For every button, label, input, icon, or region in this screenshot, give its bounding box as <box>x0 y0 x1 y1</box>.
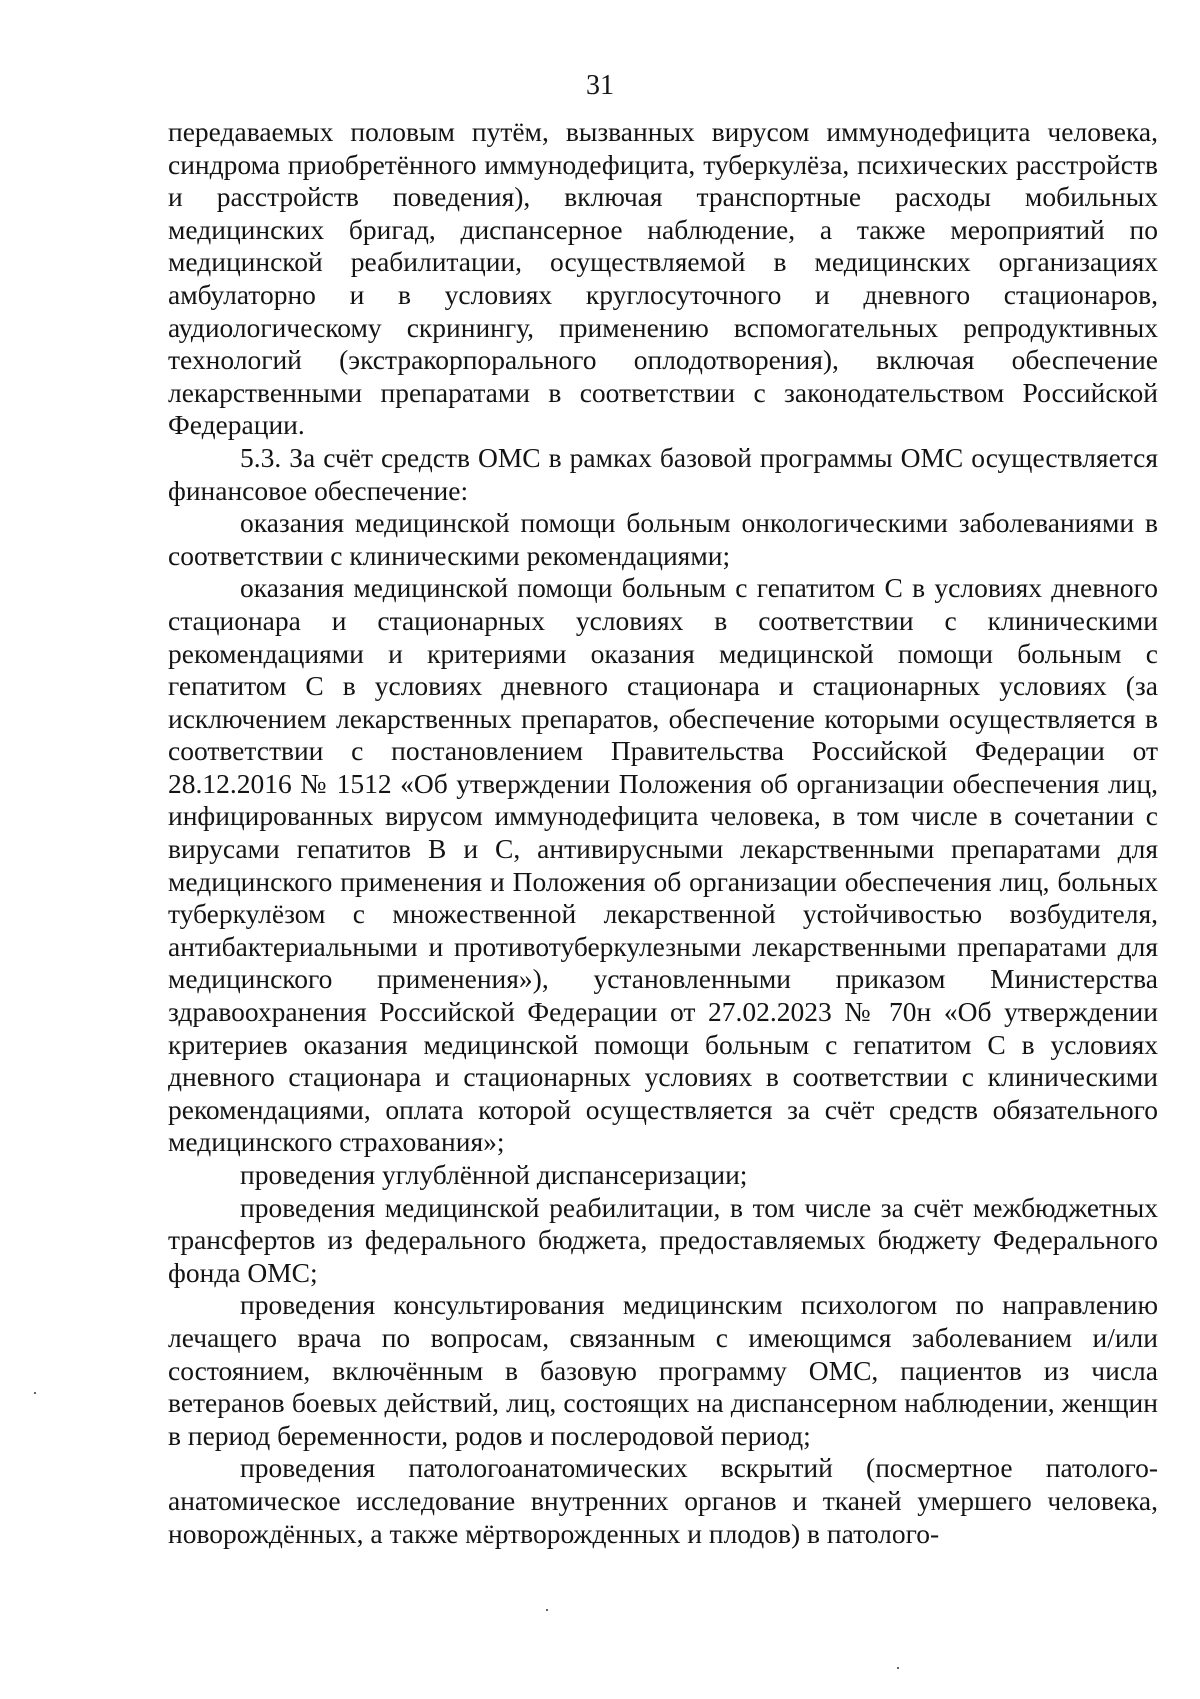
paragraph-1: передаваемых половым путём, вызванных вирусом иммунодефицита человека, синдрома приобретённого иммунодефицита, туберкулёза, психических расстройств и расстройств поведения), включая транспортные расходы мобильных медицинских бригад, диспансерное наблюдение, а также мероприятий по медицинской реабилитации, осуществляемой в медицинских организациях амбулаторно и в условиях круглосуточного и дневного стационаров, аудиологическому скринингу, применению вспомогательных репродуктивных технологий (экстракорпорального оплодотворения), включая обеспечение лекарственными препаратами в соответствии с законодательством Российской Федерации. <box>168 116 1158 441</box>
paragraph-5: проведения углублённой диспансеризации; <box>240 1159 748 1190</box>
paragraph-6: проведения медицинской реабилитации, в том числе за счёт межбюджетных трансфертов из федерального бюджета, предоставляемых бюджету Федерального фонда ОМС; <box>168 1191 1158 1288</box>
page-number: 31 <box>586 70 614 101</box>
paragraph-3: оказания медицинской помощи больным онкологическими заболеваниями в соответствии с клиническими рекомендациями; <box>168 507 1158 571</box>
paragraph-7: проведения консультирования медицинским психологом по направлению лечащего врача по вопросам, связанным с имеющимся заболеванием и/или состоянием, включённым в базовую программу ОМС, пациентов из числа ветеранов боевых действий, лиц, состоящих на диспансерном наблюдении, женщин в период беременности, родов и послеродовой период; <box>168 1289 1158 1451</box>
paragraph-8: проведения патологоанатомических вскрытий (посмертное патолого-анатомическое исследование внутренних органов и тканей умершего человека, новорождённых, а также мёртворожденных и плодов) в патолого- <box>168 1452 1158 1549</box>
paragraph-4: оказания медицинской помощи больным с гепатитом С в условиях дневного стационара и стационарных условиях в соответствии с клиническими рекомендациями и критериями оказания медицинской помощи больным с гепатитом С в условиях дневного стационара и стационарных условиях (за исключением лекарственных препаратов, обеспечение которыми осуществляется в соответствии с постановлением Правительства Российской Федерации от 28.12.2016 № 1512 «Об утверждении Положения об организации обеспечения лиц, инфицированных вирусом иммунодефицита человека, в том числе в сочетании с вирусами гепатитов В и С, антивирусными лекарственными препаратами для медицинского применения и Положения об организации обеспечения лиц, больных туберкулёзом с множественной лекарственной устойчивостью возбудителя, антибактериальными и противотуберкулезными лекарственными препаратами для медицинского применения»), установленными приказом Министерства здравоохранения Российской Федерации от 27.02.2023 № 70н «Об утверждении критериев оказания медицинской помощи больным с гепатитом С в условиях дневного стационара и стационарных условиях в соответствии с клиническими рекомендациями, оплата которой осуществляется за счёт средств обязательного медицинского страхования»; <box>168 572 1158 1158</box>
scan-speck <box>546 1609 548 1611</box>
document-body <box>168 116 1158 1550</box>
scan-speck <box>34 1392 36 1394</box>
paragraph-2: 5.3. За счёт средств ОМС в рамках базовой программы ОМС осуществляется финансовое обеспечение: <box>168 441 1158 506</box>
scan-speck <box>897 1667 899 1669</box>
